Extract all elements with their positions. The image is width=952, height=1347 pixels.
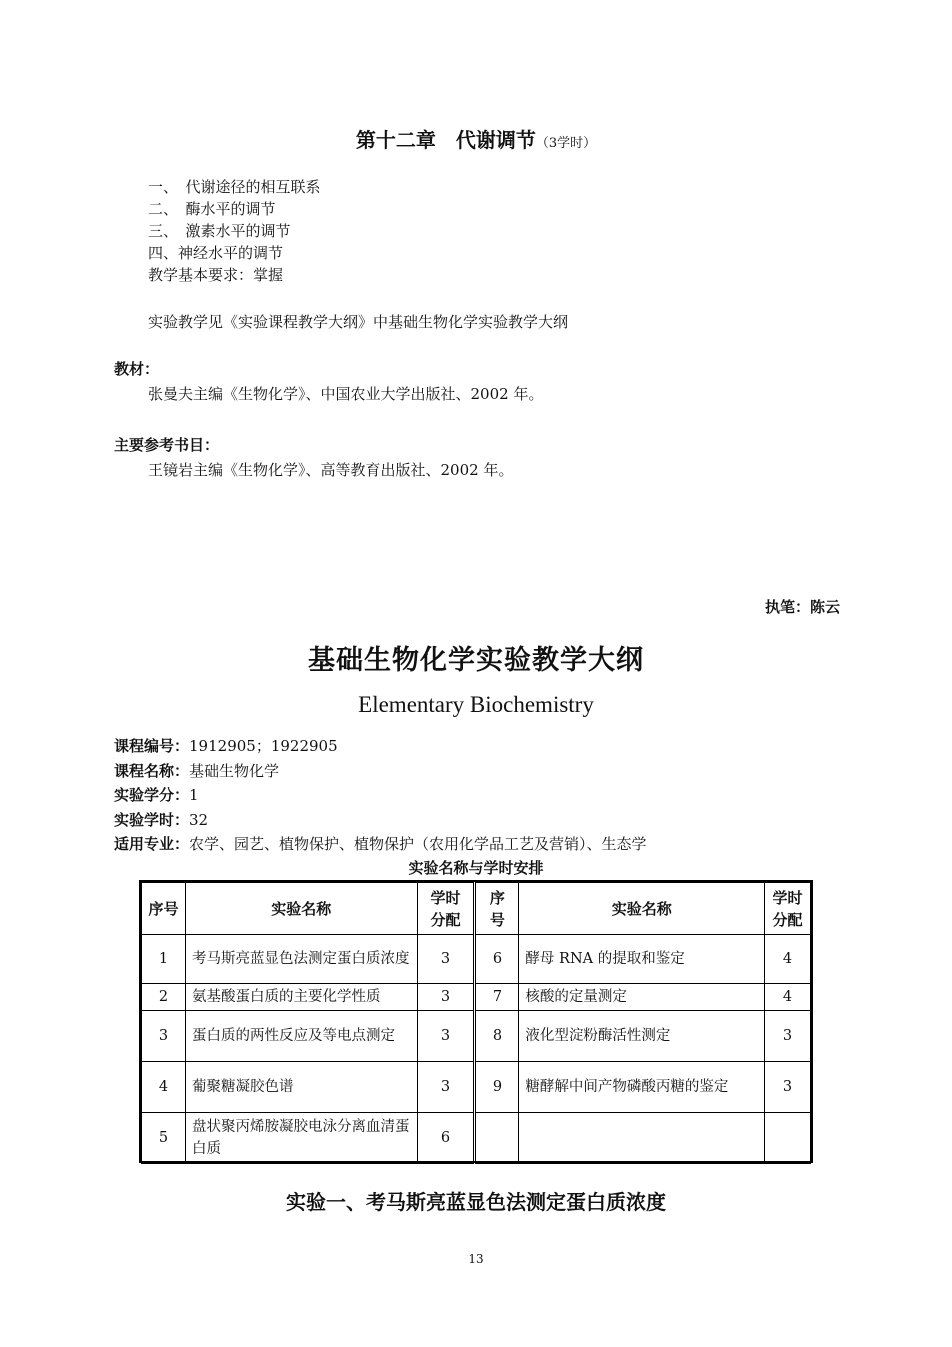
cell-name: 蛋白质的两性反应及等电点测定 <box>185 1011 417 1062</box>
cell-no: 8 <box>475 1011 519 1062</box>
course-info <box>114 734 647 857</box>
info-value: 1912905；1922905 <box>189 737 338 755</box>
syllabus-english-title: Elementary Biochemistry <box>358 692 594 717</box>
cell-hours: 3 <box>417 984 475 1011</box>
cell-no <box>475 1113 519 1164</box>
lab-note: 实验教学见《实验课程教学大纲》中基础生物化学实验教学大纲 <box>148 313 569 331</box>
info-value: 32 <box>189 810 209 829</box>
info-value: 1 <box>189 786 199 805</box>
header-hours: 学时分配 <box>417 883 475 935</box>
cell-hours: 3 <box>417 935 475 984</box>
cell-hours: 3 <box>765 1062 811 1113</box>
chapter-title <box>0 124 952 153</box>
header-no: 序号 <box>475 883 519 935</box>
info-value: 农学、园艺、植物保护、植物保护（农用化学品工艺及营销）、生态学 <box>189 835 647 854</box>
info-key: 实验学时： <box>114 810 190 829</box>
page-number: 13 <box>468 1252 484 1266</box>
info-row <box>114 759 647 784</box>
outline-item: 三、 激素水平的调节 <box>148 222 291 240</box>
cell-name: 糖酵解中间产物磷酸丙糖的鉴定 <box>519 1062 765 1113</box>
table-header-row <box>142 883 811 935</box>
info-key: 课程名称： <box>114 761 190 780</box>
header-no: 序号 <box>142 883 186 935</box>
header-name: 实验名称 <box>185 883 417 935</box>
cell-hours <box>765 1113 811 1164</box>
cell-no: 5 <box>142 1113 186 1164</box>
chapter-hours: （3学时） <box>535 136 597 151</box>
references-text: 王镜岩主编《生物化学》、高等教育出版社、2002 年。 <box>148 461 514 479</box>
chapter-outline <box>148 176 321 286</box>
cell-name: 盘状聚丙烯胺凝胶电泳分离血清蛋白质 <box>185 1113 417 1164</box>
chapter-title-text: 第十二章 代谢调节 <box>355 128 536 152</box>
cell-hours: 3 <box>417 1062 475 1113</box>
cell-no: 1 <box>142 935 186 984</box>
experiment-one-title: 实验一、考马斯亮蓝显色法测定蛋白质浓度 <box>286 1190 666 1214</box>
table-caption: 实验名称与学时安排 <box>408 859 544 877</box>
outline-item: 四、神经水平的调节 <box>148 244 284 262</box>
cell-no: 2 <box>142 984 186 1011</box>
info-key: 适用专业： <box>114 835 190 854</box>
info-row <box>114 783 647 808</box>
cell-no: 3 <box>142 1011 186 1062</box>
cell-hours: 4 <box>765 984 811 1011</box>
cell-no: 6 <box>475 935 519 984</box>
requirement-text: 教学基本要求：掌握 <box>148 266 284 284</box>
cell-name <box>519 1113 765 1164</box>
cell-hours: 3 <box>417 1011 475 1062</box>
references-label: 主要参考书目： <box>114 436 220 454</box>
cell-hours: 6 <box>417 1113 475 1164</box>
textbook-label: 教材： <box>114 360 160 378</box>
info-row <box>114 808 647 833</box>
info-row <box>114 734 647 759</box>
info-key: 课程编号： <box>114 737 190 755</box>
cell-no: 7 <box>475 984 519 1011</box>
cell-name: 酵母 RNA 的提取和鉴定 <box>519 935 765 984</box>
textbook-text: 张曼夫主编《生物化学》、中国农业大学出版社、2002 年。 <box>148 385 544 403</box>
outline-item: 二、 酶水平的调节 <box>148 200 276 218</box>
table-row <box>142 935 811 984</box>
cell-name: 液化型淀粉酶活性测定 <box>519 1011 765 1062</box>
table-row <box>142 1011 811 1062</box>
cell-name: 氨基酸蛋白质的主要化学性质 <box>185 984 417 1011</box>
info-row <box>114 832 647 857</box>
table-row <box>142 1113 811 1164</box>
cell-hours: 3 <box>765 1011 811 1062</box>
experiment-schedule-table <box>141 882 811 1164</box>
cell-name: 考马斯亮蓝显色法测定蛋白质浓度 <box>185 935 417 984</box>
header-name: 实验名称 <box>519 883 765 935</box>
table-row <box>142 984 811 1011</box>
outline-item: 一、 代谢途径的相互联系 <box>148 178 321 196</box>
author: 执笔：陈云 <box>764 598 840 616</box>
cell-name: 葡聚糖凝胶色谱 <box>185 1062 417 1113</box>
header-hours: 学时分配 <box>765 883 811 935</box>
info-key: 实验学分： <box>114 786 190 805</box>
syllabus-title: 基础生物化学实验教学大纲 <box>308 645 644 676</box>
cell-no: 9 <box>475 1062 519 1113</box>
info-value: 基础生物化学 <box>189 761 280 780</box>
table-row <box>142 1062 811 1113</box>
cell-name: 核酸的定量测定 <box>519 984 765 1011</box>
cell-hours: 4 <box>765 935 811 984</box>
cell-no: 4 <box>142 1062 186 1113</box>
experiment-table <box>139 880 813 1163</box>
